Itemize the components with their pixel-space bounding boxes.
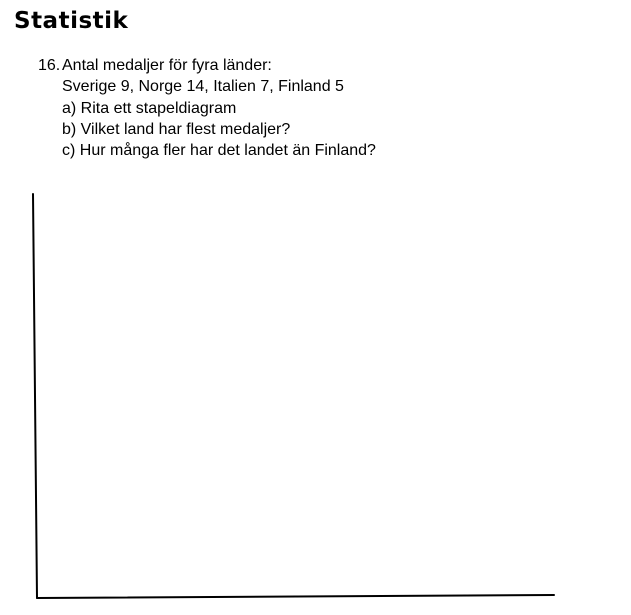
question-b: b) Vilket land har flest medaljer? xyxy=(62,120,291,138)
task-title: Antal medaljer för fyra länder: xyxy=(62,57,272,74)
task-data-line: Sverige 9, Norge 14, Italien 7, Finland 5 xyxy=(62,78,344,96)
task-number: 16. xyxy=(38,57,61,74)
empty-chart-area[interactable] xyxy=(30,192,560,604)
question-c: c) Hur många fler har det landet än Finland? xyxy=(62,142,376,160)
task-16 xyxy=(38,55,376,161)
page-title: Statistik xyxy=(14,8,129,34)
question-a: a) Rita ett stapeldiagram xyxy=(62,99,237,117)
x-axis-line xyxy=(37,595,554,598)
blank-axes xyxy=(30,192,560,604)
y-axis-line xyxy=(33,194,37,598)
task-header xyxy=(38,55,376,76)
